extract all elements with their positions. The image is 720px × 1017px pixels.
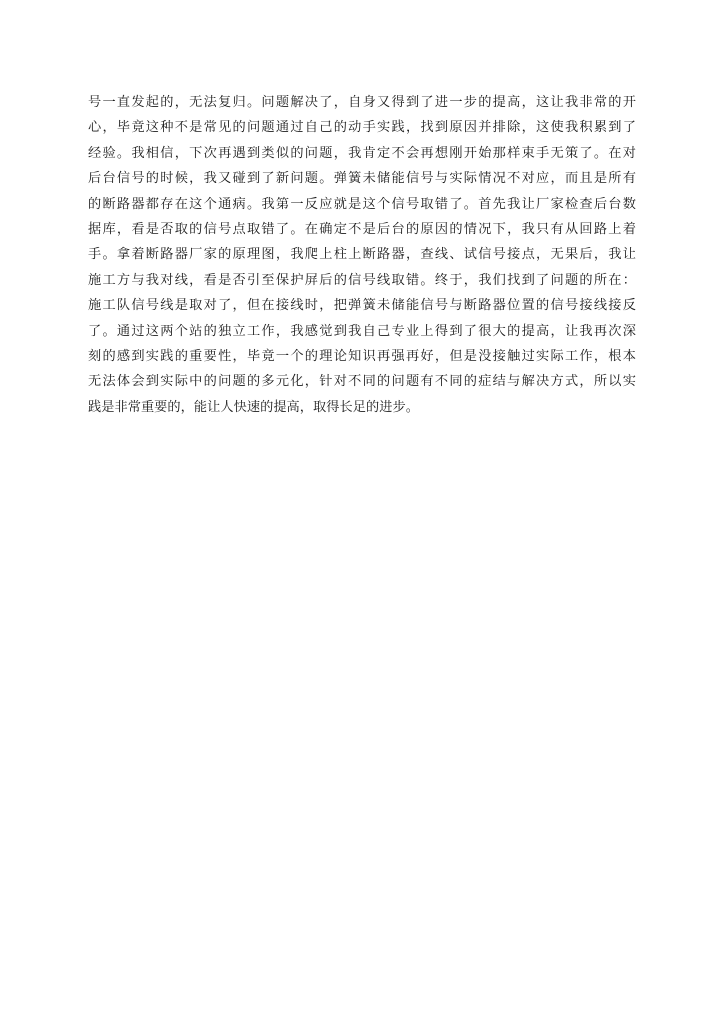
text-line: 无法体会到实际中的问题的多元化，针对不同的问题有不同的症结与解决方式，所以实 (88, 374, 636, 390)
text-line: 手。拿着断路器厂家的原理图，我爬上柱上断路器，查线、试信号接点，无果后，我让 (88, 247, 636, 263)
text-line: 施工队信号线是取对了，但在接线时，把弹簧未储能信号与断路器位置的信号接线接反 (88, 298, 636, 314)
text-line: 刻的感到实践的重要性，毕竟一个的理论知识再强再好，但是没接触过实际工作，根本 (88, 348, 636, 364)
text-line: 的断路器都存在这个通病。我第一反应就是这个信号取错了。首先我让厂家检查后台数 (88, 196, 636, 212)
text-line: 践是非常重要的，能让人快速的提高，取得长足的进步。 (88, 399, 419, 415)
body-paragraph (88, 90, 636, 420)
text-line: 施工方与我对线，看是否引至保护屏后的信号线取错。终于，我们找到了问题的所在： (88, 272, 636, 288)
text-line: 心，毕竟这种不是常见的问题通过自己的动手实践，找到原因并排除，这使我积累到了 (88, 120, 636, 136)
text-line: 经验。我相信，下次再遇到类似的问题，我肯定不会再想刚开始那样束手无策了。在对 (88, 145, 636, 161)
text-line: 据库，看是否取的信号点取错了。在确定不是后台的原因的情况下，我只有从回路上着 (88, 221, 636, 237)
text-line: 了。通过这两个站的独立工作，我感觉到我自己专业上得到了很大的提高，让我再次深 (88, 323, 636, 339)
text-line: 号一直发起的，无法复归。问题解决了，自身又得到了进一步的提高，这让我非常的开 (88, 95, 636, 110)
text-line: 后台信号的时候，我又碰到了新问题。弹簧未储能信号与实际情况不对应，而且是所有 (88, 171, 636, 187)
